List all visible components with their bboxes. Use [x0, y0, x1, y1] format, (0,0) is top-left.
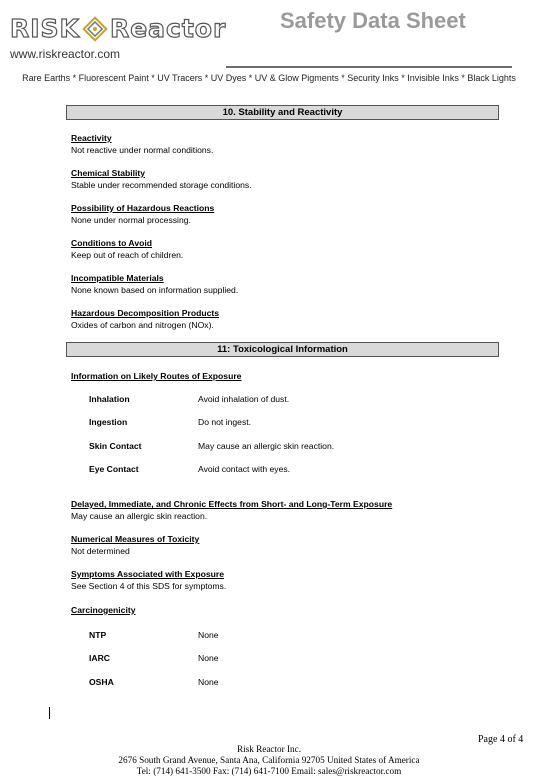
incompatible-materials-heading: Incompatible Materials	[71, 273, 164, 283]
hazardous-reactions-heading: Possibility of Hazardous Reactions	[71, 203, 215, 213]
footer-address: 2676 South Grand Avenue, Santa Ana, California 92705 United States of America	[118, 755, 420, 765]
logo-word-left: RISK	[10, 14, 80, 43]
inhalation-value: Avoid inhalation of dust.	[198, 394, 290, 404]
carcinogenicity-heading: Carcinogenicity	[71, 605, 136, 615]
symptoms-heading: Symptoms Associated with Exposure	[71, 569, 224, 579]
skin-contact-value: May cause an allergic skin reaction.	[198, 441, 335, 451]
logo-mark-icon	[82, 16, 108, 42]
incompatible-materials-text: None known based on information supplied.	[71, 285, 239, 295]
decomposition-products-text: Oxides of carbon and nitrogen (NOx).	[71, 320, 214, 330]
symptoms-text: See Section 4 of this SDS for symptoms.	[71, 581, 227, 591]
conditions-to-avoid-heading: Conditions to Avoid	[71, 238, 152, 248]
ntp-value: None	[198, 630, 219, 640]
toxicity-measures-text: Not determined	[71, 546, 130, 556]
reactivity-text: Not reactive under normal conditions.	[71, 145, 214, 155]
company-logo	[10, 14, 226, 44]
routes-of-exposure-heading: Information on Likely Routes of Exposure	[71, 371, 242, 381]
chemical-stability-heading: Chemical Stability	[71, 168, 146, 178]
chronic-effects-heading: Delayed, Immediate, and Chronic Effects from Short- and Long-Term Exposure	[71, 499, 393, 509]
chemical-stability-text: Stable under recommended storage conditions.	[71, 180, 252, 190]
toxicity-measures-heading: Numerical Measures of Toxicity	[71, 534, 200, 544]
eye-contact-label: Eye Contact	[89, 464, 139, 474]
product-tagline: Rare Earths * Fluorescent Paint * UV Tracers * UV Dyes * UV & Glow Pigments * Security Inks * Invisible Inks * Black Lights	[22, 73, 516, 83]
conditions-to-avoid-text: Keep out of reach of children.	[71, 250, 184, 260]
company-url[interactable]: www.riskreactor.com	[10, 47, 121, 61]
osha-label: OSHA	[89, 677, 114, 687]
footer-contact: Tel: (714) 641-3500 Fax: (714) 641-7100 Email: sales@riskreactor.com	[136, 766, 402, 776]
chronic-effects-text: May cause an allergic skin reaction.	[71, 511, 208, 521]
osha-value: None	[198, 677, 219, 687]
footer-company: Risk Reactor Inc.	[236, 744, 302, 754]
page-number: Page 4 of 4	[478, 734, 524, 745]
logo-word-right: Reactor	[109, 14, 227, 43]
iarc-label: IARC	[89, 653, 111, 663]
reactivity-heading: Reactivity	[71, 133, 112, 143]
ingestion-label: Ingestion	[89, 417, 128, 427]
document-title: Safety Data Sheet	[280, 8, 466, 33]
inhalation-label: Inhalation	[89, 394, 130, 404]
ntp-label: NTP	[89, 630, 107, 640]
hazardous-reactions-text: None under normal processing.	[71, 215, 191, 225]
eye-contact-value: Avoid contact with eyes.	[198, 464, 291, 474]
header-divider	[226, 66, 512, 68]
skin-contact-label: Skin Contact	[89, 441, 142, 451]
decomposition-products-heading: Hazardous Decomposition Products	[71, 308, 220, 318]
section-10-header: 10. Stability and Reactivity	[66, 105, 499, 120]
ingestion-value: Do not ingest.	[198, 417, 252, 427]
section-11-header: 11: Toxicological Information	[66, 342, 499, 357]
iarc-value: None	[198, 653, 219, 663]
text-cursor	[49, 707, 50, 719]
